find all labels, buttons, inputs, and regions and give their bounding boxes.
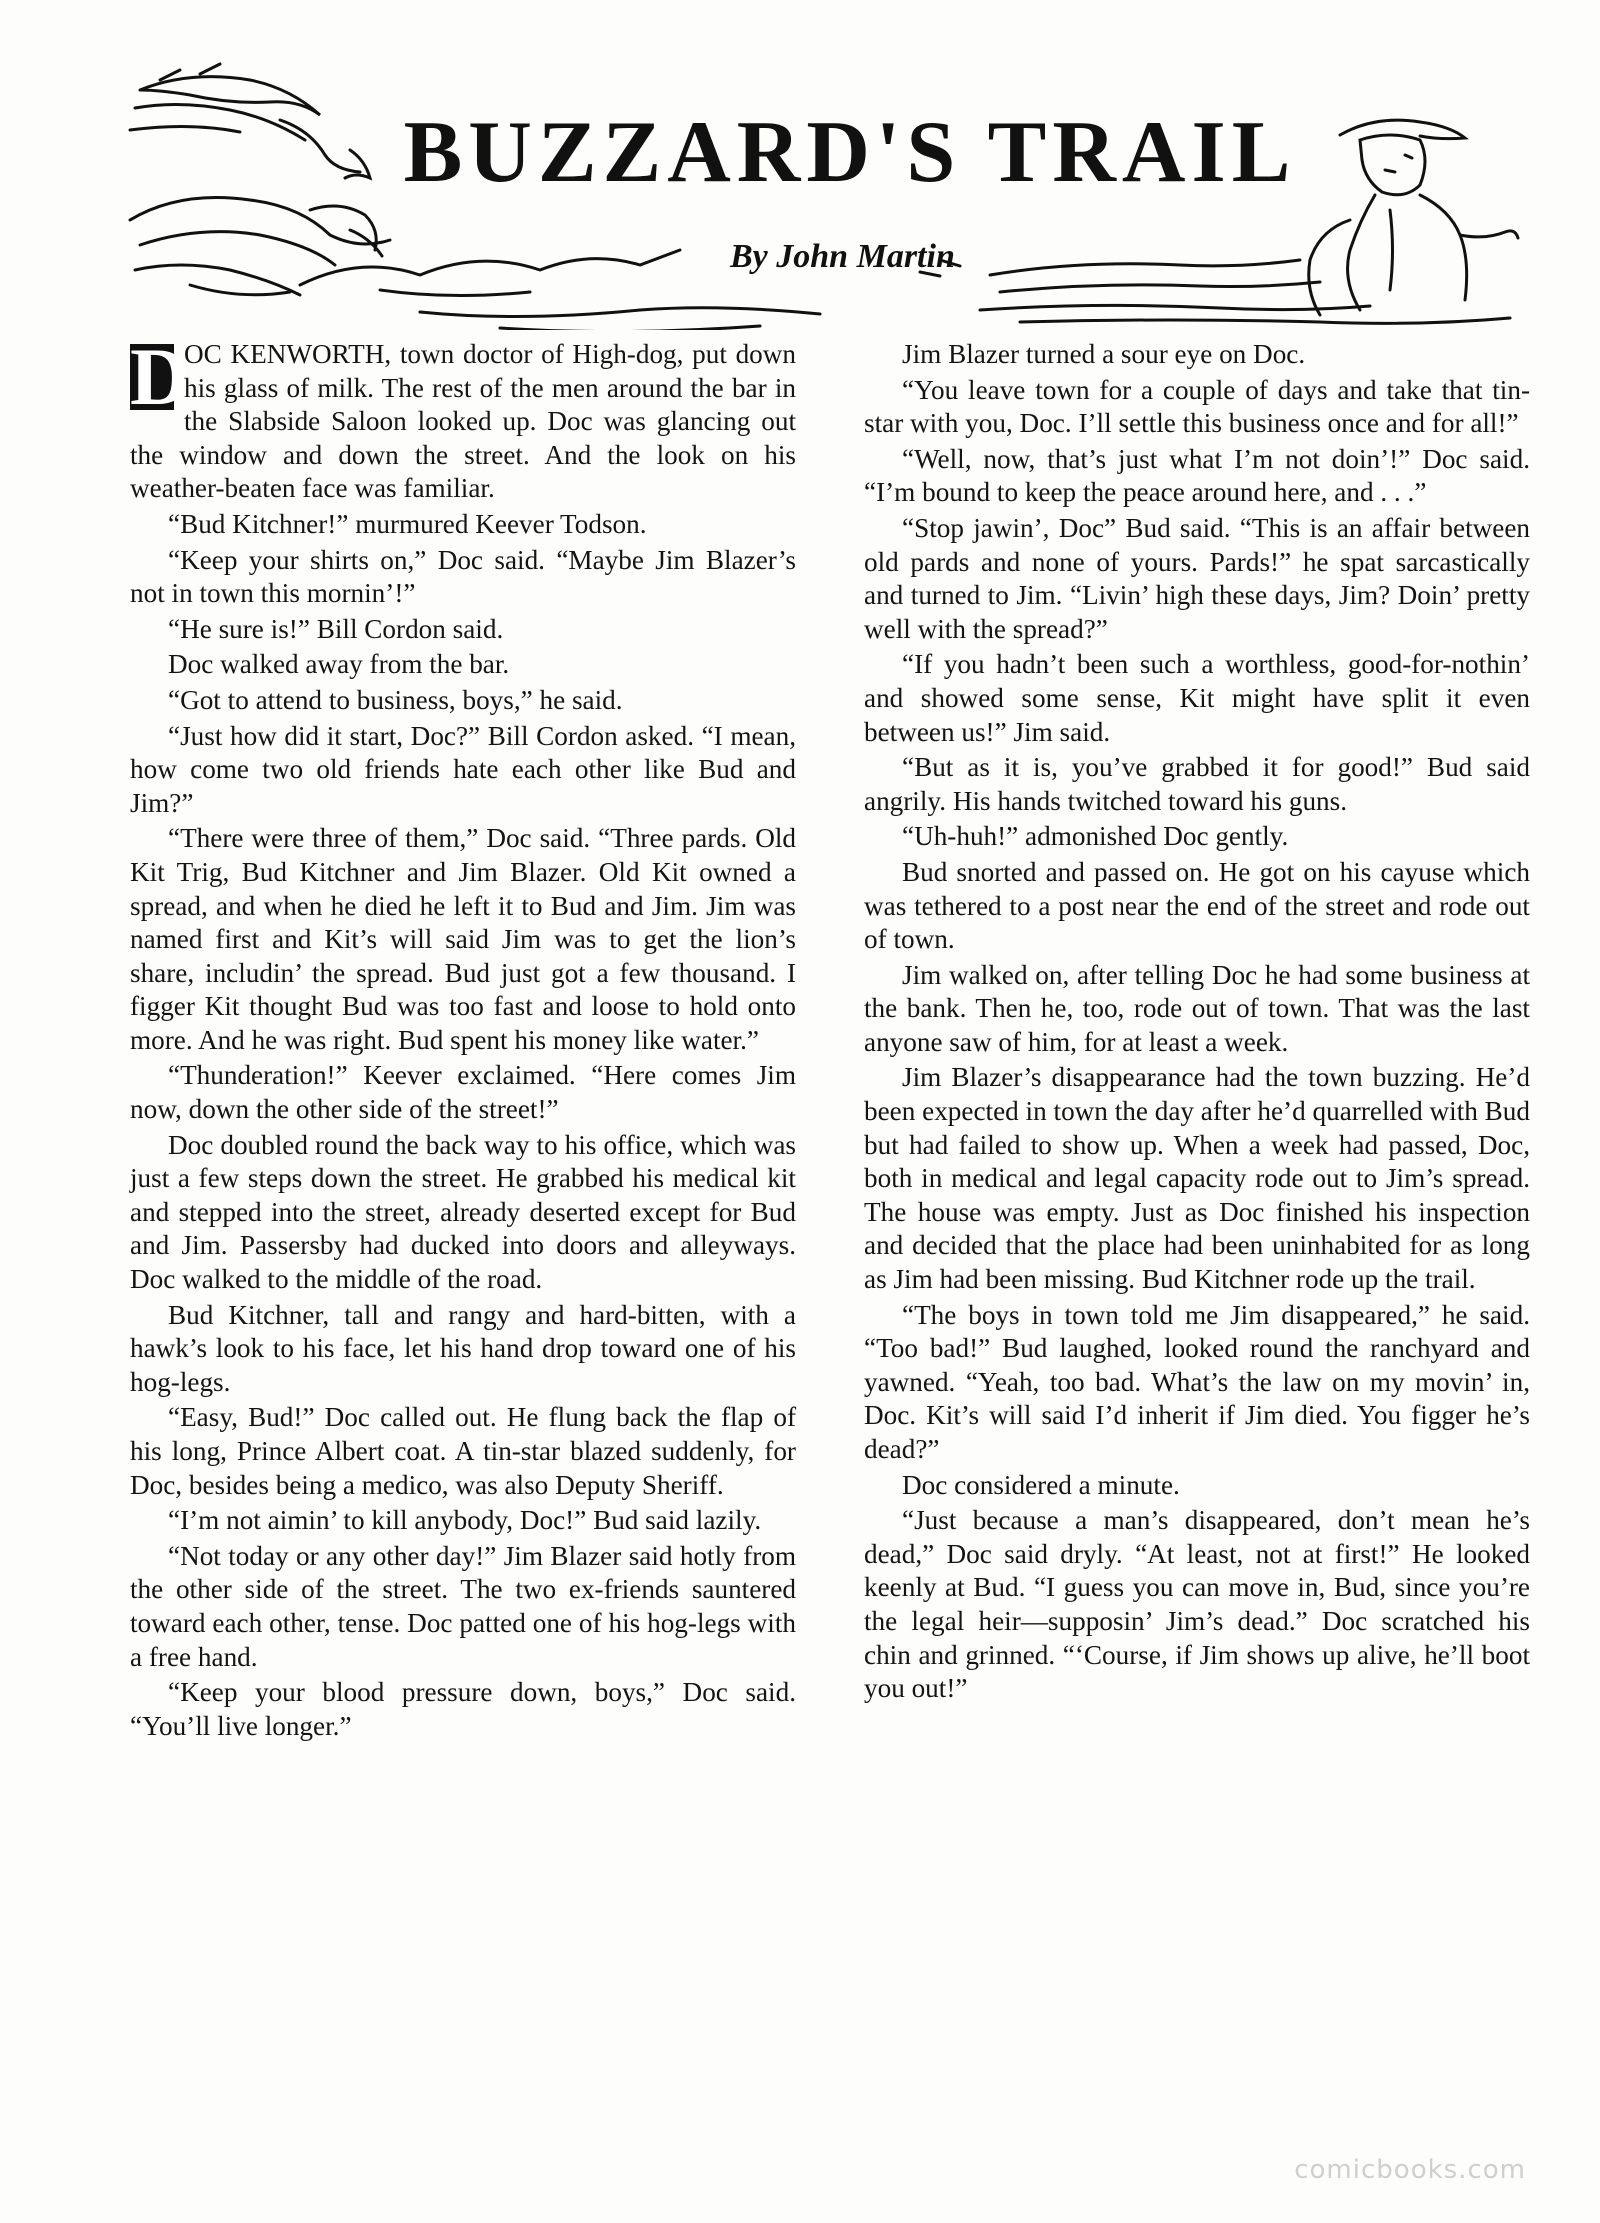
story-paragraph: Jim Blazer’s disappearance had the town buzzing. He’d been expected in town the day after he’d quarrelled with Bud but had failed to show up. When a week had passed, Doc, both in medical and legal capacity rode out to Jim’s spread. The house was empty. Just as Doc finished his inspection and decided that the place had been uninhabited for as long as Jim had been missing. Bud Kitchner rode up the trail.	[864, 1062, 1530, 1295]
story-paragraph: “Uh-huh!” admonished Doc gently.	[902, 821, 1289, 852]
story-paragraph: “Well, now, that’s just what I’m not doin’!” Doc said. “I’m bound to keep the peace around here, and . . .”	[864, 443, 1530, 508]
story-paragraph: “Bud Kitchner!” murmured Keever Todson.	[168, 508, 647, 539]
story-paragraph: Jim walked on, after telling Doc he had some business at the bank. Then he, too, rode out of town. That was the last anyone saw of him, for at least a week.	[864, 959, 1530, 1057]
story-paragraph: D OC KENWORTH, town doctor of High-dog, put down his glass of milk. The rest of the men around the bar in the Slabside Saloon looked up. Doc was glancing out the window and down the street. And the look on his weather-beaten face was familiar.	[130, 331, 796, 504]
story-paragraph: “Just how did it start, Doc?” Bill Cordon asked. “I mean, how come two old friends hate each other like Bud and Jim?”	[130, 720, 796, 818]
right-column	[864, 338, 1530, 1708]
story-paragraph: “Keep your shirts on,” Doc said. “Maybe Jim Blazer’s not in town this mornin’!”	[130, 544, 796, 609]
story-paragraph: “But as it is, you’ve grabbed it for good!” Bud said angrily. His hands twitched toward his guns.	[864, 752, 1530, 816]
story-paragraph: Doc walked away from the bar.	[168, 649, 510, 680]
story-paragraph: “Thunderation!” Keever exclaimed. “Here comes Jim now, down the other side of the street!”	[130, 1060, 796, 1125]
story-title: BUZZARD'S TRAIL	[403, 104, 1297, 201]
story-byline: By John Martin	[730, 238, 955, 275]
story-paragraph: “Not today or any other day!” Jim Blazer said hotly from the other side of the street. The two ex-friends sauntered toward each other, tense. Doc patted one of his hog-legs with a free hand.	[130, 1540, 796, 1672]
story-paragraph: Bud Kitchner, tall and rangy and hard-bitten, with a hawk’s look to his face, let his hand drop toward one of his hog-legs.	[130, 1299, 796, 1397]
story-paragraph: Bud snorted and passed on. He got on his cayuse which was tethered to a post near the end of the street and rode out of town.	[864, 856, 1530, 955]
story-paragraph: Jim Blazer turned a sour eye on Doc.	[902, 339, 1306, 369]
story-paragraph: “He sure is!” Bill Cordon said.	[168, 613, 504, 644]
story-paragraph: “There were three of them,” Doc said. “Three pards. Old Kit Trig, Bud Kitchner and Jim Blazer. Old Kit owned a spread, and when he died he left it to Bud and Jim. Jim was named first and Kit’s will said Jim was to get the lion’s share, includin’ the spread. Bud just got a few thousand. I figger Kit thought Bud was too fast and loose to hold onto more. And he was right. Bud spent his money like water.”	[130, 823, 796, 1055]
story-paragraph: “You leave town for a couple of days and take that tin-star with you, Doc. I’ll settle this business once and for all!”	[864, 374, 1530, 439]
story-paragraph: “If you hadn’t been such a worthless, good-for-nothin’ and showed some sense, Kit might have split it even between us!” Jim said.	[864, 649, 1530, 747]
story-paragraph: Doc considered a minute.	[902, 1469, 1180, 1500]
story-header	[120, 60, 1520, 330]
story-paragraph: “Just because a man’s disappeared, don’t mean he’s dead,” Doc said dryly. “At least, not at first!” He looked keenly at Bud. “I guess you can move in, Bud, since you’re the legal heir—supposin’ Jim’s dead.” Doc scratched his chin and grinned. “‘Course, if Jim shows up alive, he’ll boot you out!”	[864, 1505, 1530, 1704]
left-column	[130, 331, 796, 1745]
drop-cap: D	[130, 331, 190, 422]
story-paragraph: “Easy, Bud!” Doc called out. He flung back the flap of his long, Prince Albert coat. A tin-star blazed suddenly, for Doc, besides being a medico, was also Deputy Sheriff.	[130, 1402, 796, 1500]
story-paragraph: “Got to attend to business, boys,” he said.	[168, 684, 623, 715]
story-paragraph: “Keep your blood pressure down, boys,” Doc said. “You’ll live longer.”	[130, 1677, 796, 1741]
site-watermark: comicbooks.com	[1294, 2155, 1526, 2185]
story-paragraph: “Stop jawin’, Doc” Bud said. “This is an affair between old pards and none of yours. Pards!” he spat sarcastically and turned to Jim. “Livin’ high these days, Jim? Doin’ pretty well with the spread?”	[864, 512, 1530, 644]
story-paragraph: “The boys in town told me Jim disappeared,” he said. “Too bad!” Bud laughed, looked round the ranchyard and yawned. “Yeah, too bad. What’s the law on my movin’ in, Doc. Kit’s will said I’d inherit if Jim died. You figger he’s dead?”	[864, 1299, 1530, 1464]
story-paragraph: Doc doubled round the back way to his office, which was just a few steps down the street. He grabbed his medical kit and stepped into the street, already deserted except for Bud and Jim. Passersby had ducked into doors and alleyways. Doc walked to the middle of the road.	[130, 1129, 796, 1295]
story-paragraph: “I’m not aimin’ to kill anybody, Doc!” Bud said lazily.	[168, 1505, 762, 1536]
